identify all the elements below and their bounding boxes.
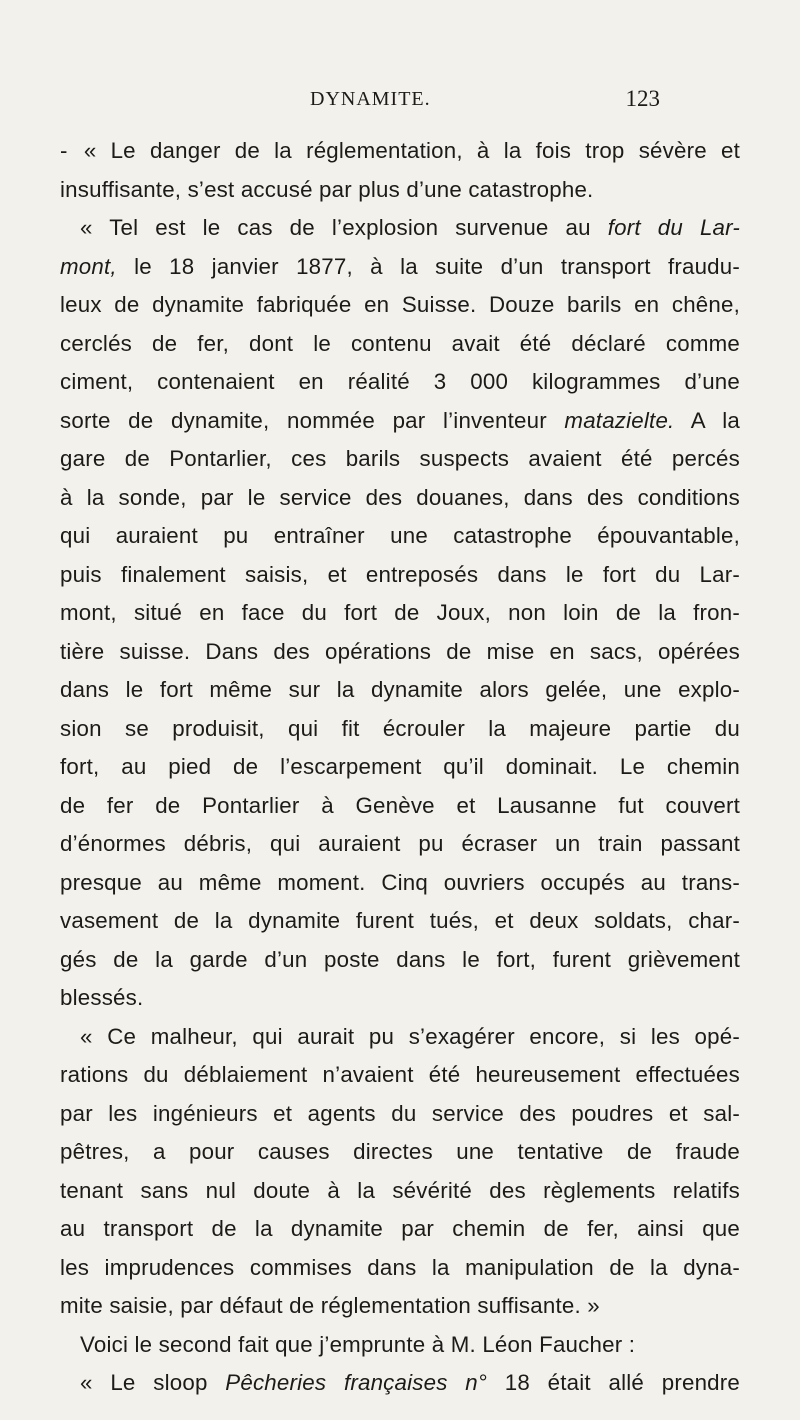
text-line [60,132,740,171]
text-segment: fort, au pied de l’escarpement qu’il dominait. Le chemin [60,754,740,779]
text-segment: presque au même moment. Cinq ouvriers occupés au trans- [60,869,740,895]
text-line [60,1326,740,1365]
text-segment: A la [674,407,740,433]
text-segment: gare de Pontarlier, ces barils suspects avaient été percés [60,446,740,471]
text-line [60,248,740,287]
text-line [60,171,740,210]
text-segment: ciment, contenaient en réalité 3 000 kilogrammes d’une [60,369,740,394]
text-line [60,556,740,595]
italic-text: Pêcheries françaises n° [225,1370,488,1395]
text-segment: sion se produisit, qui fit écrouler la majeure partie du [60,715,740,741]
text-segment: à la sonde, par le service des douanes, dans des conditions [60,484,740,510]
italic-text: fort du Lar- [607,215,740,240]
text-segment: dans le fort même sur la dynamite alors gelée, une explo- [60,677,740,702]
text-segment: le 18 janvier 1877, à la suite d’un transport fraudu- [116,253,740,279]
text-segment: qui auraient pu entraîner une catastrophe épouvantable, [60,523,740,548]
text-line [60,902,740,941]
text-line [60,402,740,441]
text-line [60,325,740,364]
text-segment: pêtres, a pour causes directes une tentative de fraude [60,1139,740,1164]
text-line [60,1172,740,1211]
text-segment: vasement de la dynamite furent tués, et deux soldats, char- [60,908,740,933]
running-title: DYNAMITE. [310,88,431,110]
text-segment: leux de dynamite fabriquée en Suisse. Douze barils en chêne, [60,292,740,317]
text-line [60,1249,740,1288]
italic-text: mont, [60,253,117,279]
text-segment: d’énormes débris, qui auraient pu écraser un train passant [60,831,740,856]
text-line [60,1287,740,1326]
text-line [60,1210,740,1249]
text-segment: insuffisante, s’est accusé par plus d’une catastrophe. [60,176,594,202]
text-segment: 18 était allé prendre [487,1370,741,1395]
text-segment: « Le sloop [80,1370,226,1395]
stray-dash: - [60,138,82,163]
italic-text: matazielte. [564,407,675,433]
text-line [60,864,740,903]
text-line [60,671,740,710]
text-line [60,1095,740,1134]
text-line [60,710,740,749]
text-segment: mont, situé en face du fort de Joux, non loin de la fron- [60,600,740,625]
text-segment: mite saisie, par défaut de réglementation suffisante. » [60,1293,600,1318]
text-segment: les imprudences commises dans la manipulation de la dyna- [60,1254,740,1280]
text-segment: gés de la garde d’un poste dans le fort, furent grièvement [60,946,740,972]
running-head [300,88,660,118]
text-segment: « Tel est le cas de l’explosion survenue au [80,215,608,240]
text-segment: au transport de la dynamite par chemin de fer, ainsi que [60,1216,740,1241]
text-line [60,1364,740,1403]
text-line [60,517,740,556]
page-number: 123 [625,86,660,111]
text-line [60,1133,740,1172]
text-segment: blessés. [60,985,144,1010]
text-line [60,209,740,248]
text-line [60,479,740,518]
text-line [60,363,740,402]
text-line [60,286,740,325]
text-segment: puis finalement saisis, et entreposés dans le fort du Lar- [60,561,740,587]
text-segment: « Ce malheur, qui aurait pu s’exagérer encore, si les opé- [80,1023,740,1049]
text-segment: cerclés de fer, dont le contenu avait été déclaré comme [60,330,740,356]
text-segment: « Le danger de la réglementation, à la fois trop sévère et [83,138,740,163]
text-line [60,941,740,980]
text-segment: sorte de dynamite, nommée par l’inventeur [60,407,565,433]
text-line [60,825,740,864]
text-segment: Voici le second fait que j’emprunte à M. Léon Faucher : [80,1331,636,1357]
text-line [60,979,740,1018]
text-line [60,633,740,672]
text-segment: rations du déblaiement n’avaient été heureusement effectuées [60,1062,740,1087]
body-text [60,132,740,1403]
text-line [60,594,740,633]
text-segment: tière suisse. Dans des opérations de mise en sacs, opérées [60,638,740,664]
text-line [60,1056,740,1095]
text-segment: par les ingénieurs et agents du service des poudres et sal- [60,1100,740,1126]
text-segment: tenant sans nul doute à la sévérité des règlements relatifs [60,1177,740,1203]
text-line [60,787,740,826]
text-line [60,748,740,787]
text-segment: de fer de Pontarlier à Genève et Lausanne fut couvert [60,792,740,818]
text-line [60,1018,740,1057]
text-line [60,440,740,479]
